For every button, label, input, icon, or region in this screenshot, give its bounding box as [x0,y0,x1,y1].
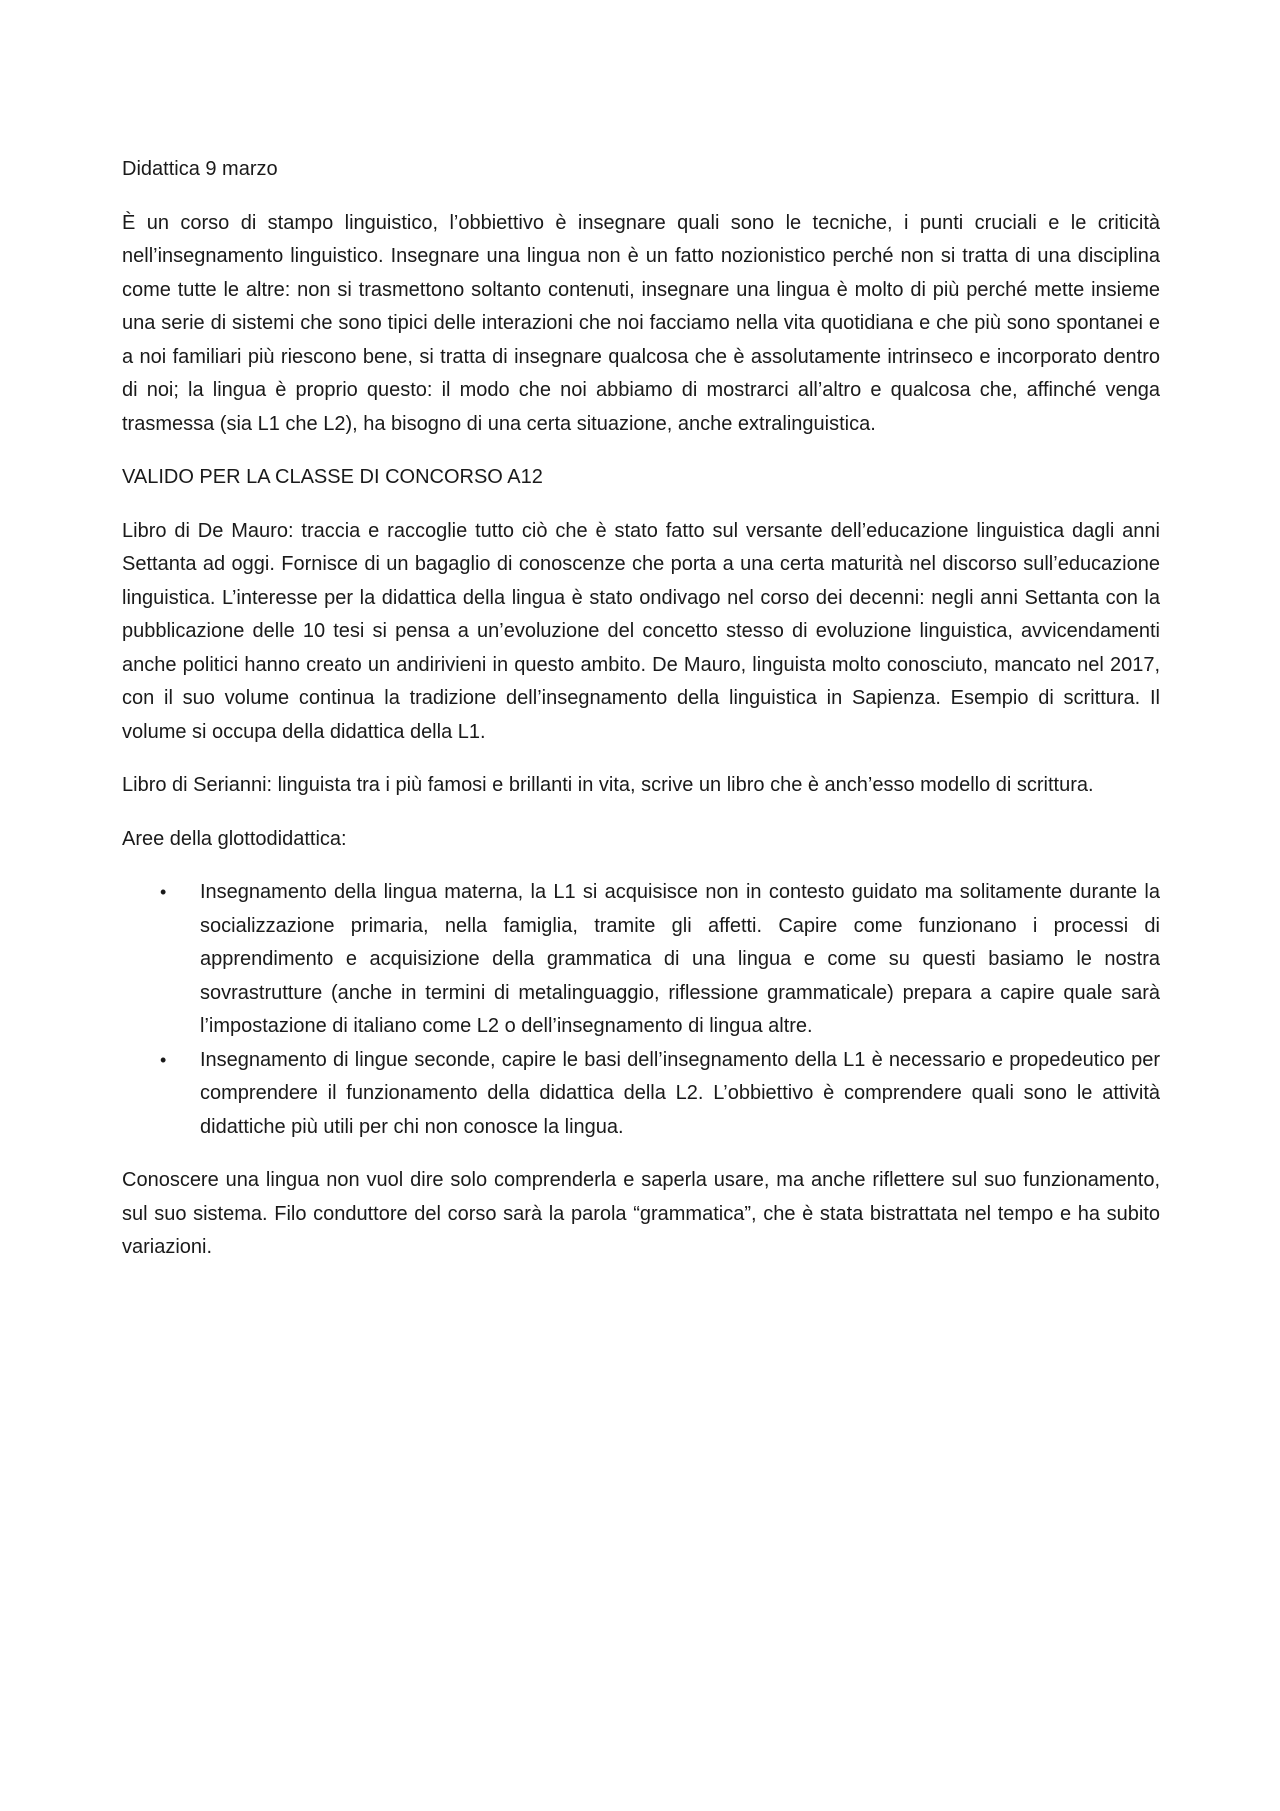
document-title: Didattica 9 marzo [122,158,278,180]
bullet-icon: • [160,1049,167,1070]
list-item-text: Insegnamento della lingua materna, la L1 si acquisisce non in contesto guidato ma solitamente durante la socializzazione primaria, nella famiglia, tramite gli affetti. Capire come funzionano i processi di apprendimento e acquisizione della grammatica di una lingua e come su questi basiamo le nostra sovrastrutture (anche in termini di metalinguaggio, riflessione grammaticale) prepara a capire quale sarà l’impostazione di italiano come L2 o dell’insegnamento di lingua altre. [200,881,1160,1037]
paragraph-intro: È un corso di stampo linguistico, l’obbiettivo è insegnare quali sono le tecniche, i punti cruciali e le criticità nell’insegnamento linguistico. Insegnare una lingua non è un fatto nozionistico perché non si tratta di una disciplina come tutte le altre: non si trasmettono soltanto contenuti, insegnare una lingua è molto di più perché mette insieme una serie di sistemi che sono tipici delle interazioni che noi facciamo nella vita quotidiana e che più sono spontanei e a noi familiari più riescono bene, si tratta di insegnare qualcosa che è assolutamente intrinseco e incorporato dentro di noi; la lingua è proprio questo: il modo che noi abbiamo di mostrarci all’altro e qualcosa che, affinché venga trasmessa (sia L1 che L2), ha bisogno di una certa situazione, anche extralinguistica. [122,211,1160,435]
paragraph-closing: Conoscere una lingua non vuol dire solo comprenderla e saperla usare, ma anche riflettere sul suo funzionamento, sul suo sistema. Filo conduttore del corso sarà la parola “grammatica”, che è stata bistrattata nel tempo e ha subito variazioni. [122,1169,1160,1258]
paragraph-serianni: Libro di Serianni: linguista tra i più famosi e brillanti in vita, scrive un libro che è anch’esso modello di scrittura. [122,774,1094,796]
document-body [122,153,1160,1285]
list-item [160,1044,1160,1145]
paragraph-de-mauro: Libro di De Mauro: traccia e raccoglie tutto ciò che è stato fatto sul versante dell’educazione linguistica dagli anni Settanta ad oggi. Fornisce di un bagaglio di conoscenze che porta a una certa maturità nel discorso sull’educazione linguistica. L’interesse per la didattica della lingua è stato ondivago nel corso dei decenni: negli anni Settanta con la pubblicazione delle 10 tesi si pensa a un’evoluzione del concetto stesso di evoluzione linguistica, avvicendamenti anche politici hanno creato un andirivieni in questo ambito. De Mauro, linguista molto conosciuto, mancato nel 2017, con il suo volume continua la tradizione dell’insegnamento della linguistica in Sapienza. Esempio di scrittura. Il volume si occupa della didattica della L1. [122,519,1160,743]
bullet-icon: • [160,882,167,902]
paragraph-class-note: VALIDO PER LA CLASSE DI CONCORSO A12 [122,466,543,488]
list-item [160,876,1160,1044]
bullet-list [122,876,1160,1144]
list-item-text: Insegnamento di lingue seconde, capire le basi dell’insegnamento della L1 è necessario e propedeutico per comprendere il funzionamento della didattica della L2. L’obbiettivo è comprendere quali sono le attività didattiche più utili per chi non conosce la lingua. [200,1048,1160,1138]
paragraph-areas-heading: Aree della glottodidattica: [122,827,347,850]
